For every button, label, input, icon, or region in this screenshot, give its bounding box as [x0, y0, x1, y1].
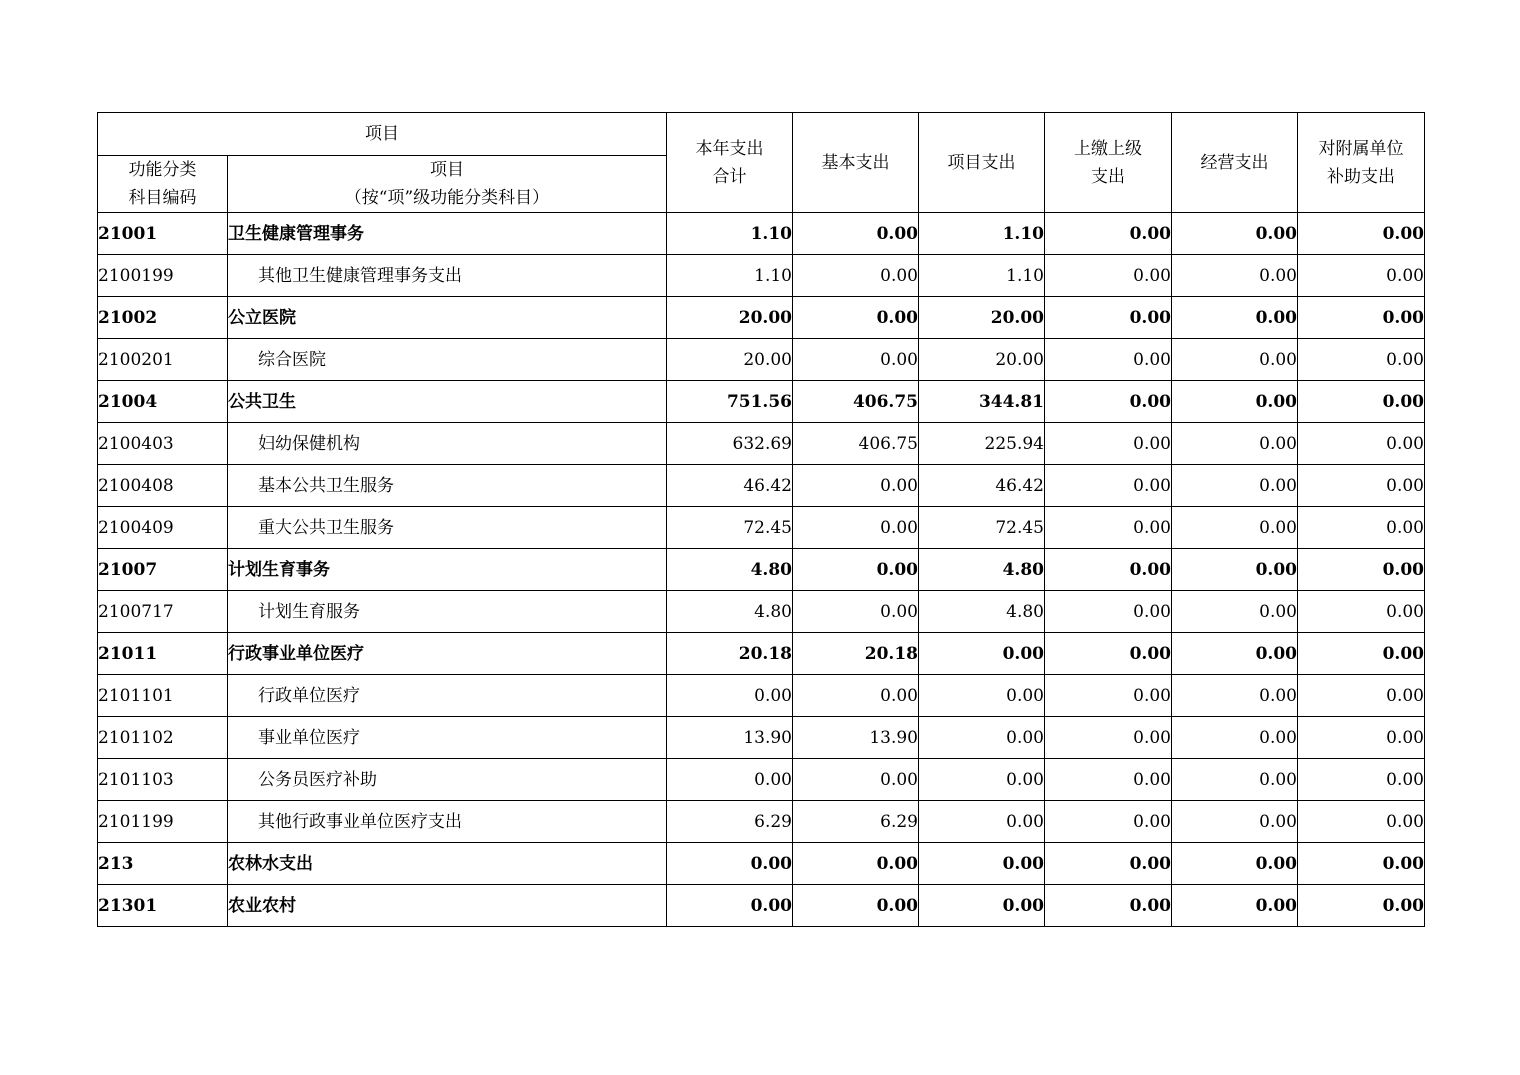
row-value-total: 20.00 [667, 297, 793, 339]
table-body [98, 213, 1425, 927]
row-value-project: 344.81 [919, 381, 1045, 423]
row-value-remit: 0.00 [1045, 675, 1172, 717]
row-value-subsidy: 0.00 [1298, 507, 1425, 549]
code-column-header: 功能分类 科目编码 [98, 156, 228, 213]
row-name: 基本公共卫生服务 [228, 465, 667, 507]
row-code: 21301 [98, 885, 228, 927]
row-code: 2100201 [98, 339, 228, 381]
row-value-total: 632.69 [667, 423, 793, 465]
row-value-operating: 0.00 [1172, 885, 1298, 927]
row-value-subsidy: 0.00 [1298, 213, 1425, 255]
row-value-operating: 0.00 [1172, 465, 1298, 507]
row-code: 2100199 [98, 255, 228, 297]
table-row [98, 297, 1425, 339]
row-value-subsidy: 0.00 [1298, 297, 1425, 339]
row-name: 农业农村 [228, 885, 667, 927]
row-code: 21002 [98, 297, 228, 339]
row-code: 2101101 [98, 675, 228, 717]
table-row [98, 255, 1425, 297]
row-code: 21001 [98, 213, 228, 255]
row-name: 其他行政事业单位医疗支出 [228, 801, 667, 843]
row-value-remit: 0.00 [1045, 297, 1172, 339]
row-code: 21004 [98, 381, 228, 423]
operating-expenditure-header: 经营支出 [1172, 113, 1298, 213]
row-value-project: 0.00 [919, 801, 1045, 843]
row-value-remit: 0.00 [1045, 885, 1172, 927]
row-value-total: 6.29 [667, 801, 793, 843]
row-value-subsidy: 0.00 [1298, 717, 1425, 759]
row-value-project: 0.00 [919, 885, 1045, 927]
total-expenditure-header: 本年支出 合计 [667, 113, 793, 213]
row-value-operating: 0.00 [1172, 801, 1298, 843]
row-value-basic: 406.75 [793, 381, 919, 423]
row-value-remit: 0.00 [1045, 591, 1172, 633]
row-value-total: 46.42 [667, 465, 793, 507]
table-row [98, 549, 1425, 591]
table-row [98, 339, 1425, 381]
row-name: 行政单位医疗 [228, 675, 667, 717]
row-value-basic: 0.00 [793, 339, 919, 381]
row-value-remit: 0.00 [1045, 549, 1172, 591]
row-value-remit: 0.00 [1045, 717, 1172, 759]
row-code: 2100403 [98, 423, 228, 465]
row-value-project: 4.80 [919, 549, 1045, 591]
row-value-subsidy: 0.00 [1298, 423, 1425, 465]
row-value-basic: 0.00 [793, 549, 919, 591]
remit-superior-header: 上缴上级 支出 [1045, 113, 1172, 213]
row-name: 重大公共卫生服务 [228, 507, 667, 549]
row-value-basic: 13.90 [793, 717, 919, 759]
row-value-remit: 0.00 [1045, 423, 1172, 465]
row-value-project: 4.80 [919, 591, 1045, 633]
row-name: 计划生育事务 [228, 549, 667, 591]
project-expenditure-header: 项目支出 [919, 113, 1045, 213]
row-value-subsidy: 0.00 [1298, 339, 1425, 381]
row-value-project: 1.10 [919, 213, 1045, 255]
row-value-project: 72.45 [919, 507, 1045, 549]
row-value-operating: 0.00 [1172, 339, 1298, 381]
table-row [98, 885, 1425, 927]
row-name: 公立医院 [228, 297, 667, 339]
row-value-project: 20.00 [919, 297, 1045, 339]
row-name: 卫生健康管理事务 [228, 213, 667, 255]
row-value-operating: 0.00 [1172, 213, 1298, 255]
row-value-operating: 0.00 [1172, 591, 1298, 633]
project-group-header: 项目 [98, 113, 667, 156]
row-code: 21011 [98, 633, 228, 675]
row-value-remit: 0.00 [1045, 633, 1172, 675]
row-value-basic: 0.00 [793, 465, 919, 507]
expenditure-table [97, 112, 1425, 927]
row-value-remit: 0.00 [1045, 381, 1172, 423]
table-row [98, 423, 1425, 465]
row-value-project: 1.10 [919, 255, 1045, 297]
row-code: 2100408 [98, 465, 228, 507]
row-value-basic: 0.00 [793, 759, 919, 801]
row-value-project: 46.42 [919, 465, 1045, 507]
row-value-operating: 0.00 [1172, 255, 1298, 297]
row-value-subsidy: 0.00 [1298, 465, 1425, 507]
table-row [98, 717, 1425, 759]
row-name: 综合医院 [228, 339, 667, 381]
row-code: 21007 [98, 549, 228, 591]
row-value-total: 0.00 [667, 843, 793, 885]
row-value-remit: 0.00 [1045, 507, 1172, 549]
row-value-subsidy: 0.00 [1298, 255, 1425, 297]
row-value-subsidy: 0.00 [1298, 885, 1425, 927]
row-value-project: 0.00 [919, 843, 1045, 885]
row-code: 2100717 [98, 591, 228, 633]
row-value-remit: 0.00 [1045, 759, 1172, 801]
row-value-total: 0.00 [667, 759, 793, 801]
row-value-operating: 0.00 [1172, 633, 1298, 675]
row-value-total: 1.10 [667, 213, 793, 255]
row-value-total: 0.00 [667, 675, 793, 717]
row-value-project: 20.00 [919, 339, 1045, 381]
row-value-total: 20.00 [667, 339, 793, 381]
row-value-operating: 0.00 [1172, 759, 1298, 801]
row-value-subsidy: 0.00 [1298, 675, 1425, 717]
row-value-total: 751.56 [667, 381, 793, 423]
row-value-project: 0.00 [919, 759, 1045, 801]
row-value-operating: 0.00 [1172, 675, 1298, 717]
row-value-basic: 0.00 [793, 507, 919, 549]
row-value-operating: 0.00 [1172, 717, 1298, 759]
row-name: 农林水支出 [228, 843, 667, 885]
row-value-basic: 406.75 [793, 423, 919, 465]
table-header [98, 113, 1425, 213]
row-value-operating: 0.00 [1172, 549, 1298, 591]
row-value-total: 20.18 [667, 633, 793, 675]
table-row [98, 675, 1425, 717]
row-code: 213 [98, 843, 228, 885]
row-value-subsidy: 0.00 [1298, 549, 1425, 591]
row-code: 2101199 [98, 801, 228, 843]
row-name: 计划生育服务 [228, 591, 667, 633]
name-column-header: 项目 （按“项”级功能分类科目） [228, 156, 667, 213]
row-value-remit: 0.00 [1045, 339, 1172, 381]
row-name: 行政事业单位医疗 [228, 633, 667, 675]
table-row [98, 801, 1425, 843]
row-value-basic: 0.00 [793, 255, 919, 297]
row-value-remit: 0.00 [1045, 801, 1172, 843]
row-value-project: 0.00 [919, 675, 1045, 717]
row-value-basic: 0.00 [793, 297, 919, 339]
row-value-basic: 0.00 [793, 591, 919, 633]
row-value-remit: 0.00 [1045, 843, 1172, 885]
table-row [98, 633, 1425, 675]
row-value-total: 13.90 [667, 717, 793, 759]
table-row [98, 591, 1425, 633]
row-code: 2101103 [98, 759, 228, 801]
row-value-total: 0.00 [667, 885, 793, 927]
row-value-basic: 0.00 [793, 885, 919, 927]
row-value-operating: 0.00 [1172, 423, 1298, 465]
row-value-basic: 0.00 [793, 675, 919, 717]
row-value-subsidy: 0.00 [1298, 843, 1425, 885]
row-value-total: 72.45 [667, 507, 793, 549]
row-value-basic: 6.29 [793, 801, 919, 843]
table-row [98, 213, 1425, 255]
row-code: 2101102 [98, 717, 228, 759]
table-row [98, 843, 1425, 885]
row-value-subsidy: 0.00 [1298, 591, 1425, 633]
row-value-project: 0.00 [919, 717, 1045, 759]
row-value-operating: 0.00 [1172, 507, 1298, 549]
row-value-basic: 0.00 [793, 213, 919, 255]
row-value-project: 0.00 [919, 633, 1045, 675]
row-value-operating: 0.00 [1172, 297, 1298, 339]
row-value-total: 4.80 [667, 591, 793, 633]
row-value-remit: 0.00 [1045, 255, 1172, 297]
row-value-remit: 0.00 [1045, 465, 1172, 507]
row-name: 事业单位医疗 [228, 717, 667, 759]
row-name: 妇幼保健机构 [228, 423, 667, 465]
row-value-basic: 20.18 [793, 633, 919, 675]
row-name: 公共卫生 [228, 381, 667, 423]
row-name: 其他卫生健康管理事务支出 [228, 255, 667, 297]
row-value-subsidy: 0.00 [1298, 381, 1425, 423]
table-row [98, 759, 1425, 801]
row-value-total: 4.80 [667, 549, 793, 591]
row-value-operating: 0.00 [1172, 843, 1298, 885]
row-value-project: 225.94 [919, 423, 1045, 465]
row-value-basic: 0.00 [793, 843, 919, 885]
row-value-subsidy: 0.00 [1298, 801, 1425, 843]
row-name: 公务员医疗补助 [228, 759, 667, 801]
row-value-subsidy: 0.00 [1298, 759, 1425, 801]
table-row [98, 507, 1425, 549]
row-value-operating: 0.00 [1172, 381, 1298, 423]
table-row [98, 381, 1425, 423]
table-row [98, 465, 1425, 507]
row-value-subsidy: 0.00 [1298, 633, 1425, 675]
row-value-total: 1.10 [667, 255, 793, 297]
basic-expenditure-header: 基本支出 [793, 113, 919, 213]
subsidiary-subsidy-header: 对附属单位 补助支出 [1298, 113, 1425, 213]
row-code: 2100409 [98, 507, 228, 549]
row-value-remit: 0.00 [1045, 213, 1172, 255]
